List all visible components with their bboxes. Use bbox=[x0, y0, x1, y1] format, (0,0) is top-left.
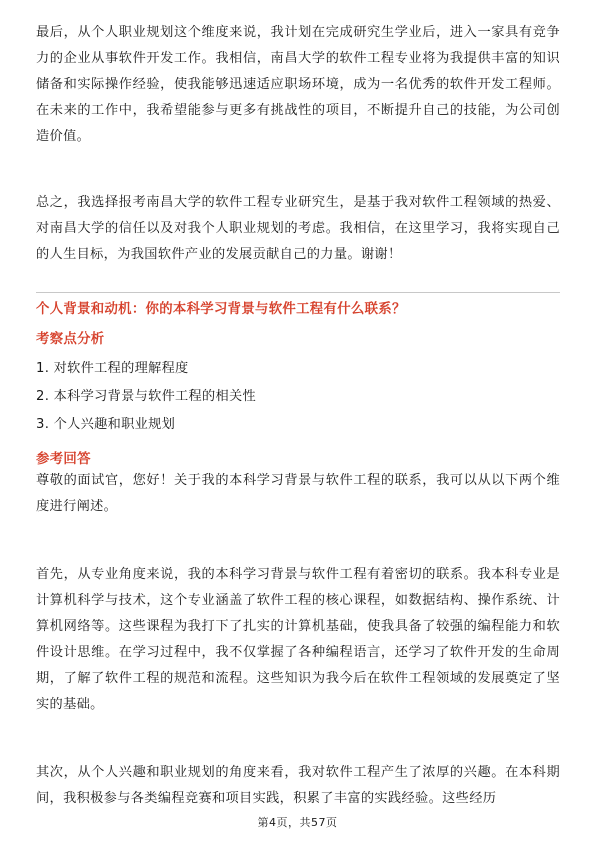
question-title: 个人背景和动机：你的本科学习背景与软件工程有什么联系？ bbox=[36, 302, 406, 317]
paragraph-career-plan: 最后，从个人职业规划这个维度来说，我计划在完成研究生学业后，进入一家具有竞争力的企业从事软件开发工作。我相信，南昌大学的软件工程专业将为我提供丰富的知识储备和实际操作经验，使我能够迅速适应职场环境，成为一名优秀的软件开发工程师。在未来的工作中，我希望能参与更多有挑战性的项目，不断提升自己的技能，为公司创造价值。 bbox=[36, 25, 560, 144]
answer-intro: 尊敬的面试官，您好！关于我的本科学习背景与软件工程的联系，我可以从以下两个维度进行阐述。 bbox=[36, 473, 560, 514]
analysis-heading: 考察点分析 bbox=[36, 332, 105, 347]
answer-heading: 参考回答 bbox=[36, 452, 91, 467]
list-item: 3. 个人兴趣和职业规划 bbox=[36, 417, 176, 432]
answer-paragraph-major: 首先，从专业角度来说，我的本科学习背景与软件工程有着密切的联系。我本科专业是计算机科学与技术，这个专业涵盖了软件工程的核心课程，如数据结构、操作系统、计算机网络等。这些课程为我打下了扎实的计算机基础，使我具备了较强的编程能力和软件设计思维。在学习过程中，我不仅掌握了各种编程语言，还学习了软件开发的生命周期，了解了软件工程的规范和流程。这些知识为我今后在软件工程领域的发展奠定了坚实的基础。 bbox=[36, 567, 560, 712]
page-number: 第4页，共57页 bbox=[257, 816, 338, 829]
section-divider bbox=[36, 292, 560, 293]
analysis-list bbox=[36, 355, 560, 439]
list-item: 2. 本科学习背景与软件工程的相关性 bbox=[36, 389, 256, 404]
answer-paragraph-interest: 其次，从个人兴趣和职业规划的角度来看，我对软件工程产生了浓厚的兴趣。在本科期间，我积极参与各类编程竞赛和项目实践，积累了丰富的实践经验。这些经历 bbox=[36, 765, 560, 806]
list-item: 1. 对软件工程的理解程度 bbox=[36, 361, 189, 376]
paragraph-conclusion: 总之，我选择报考南昌大学的软件工程专业研究生，是基于我对软件工程领域的热爱、对南昌大学的信任以及对我个人职业规划的考虑。我相信，在这里学习，我将实现自己的人生目标，为我国软件产业的发展贡献自己的力量。谢谢！ bbox=[36, 195, 560, 262]
